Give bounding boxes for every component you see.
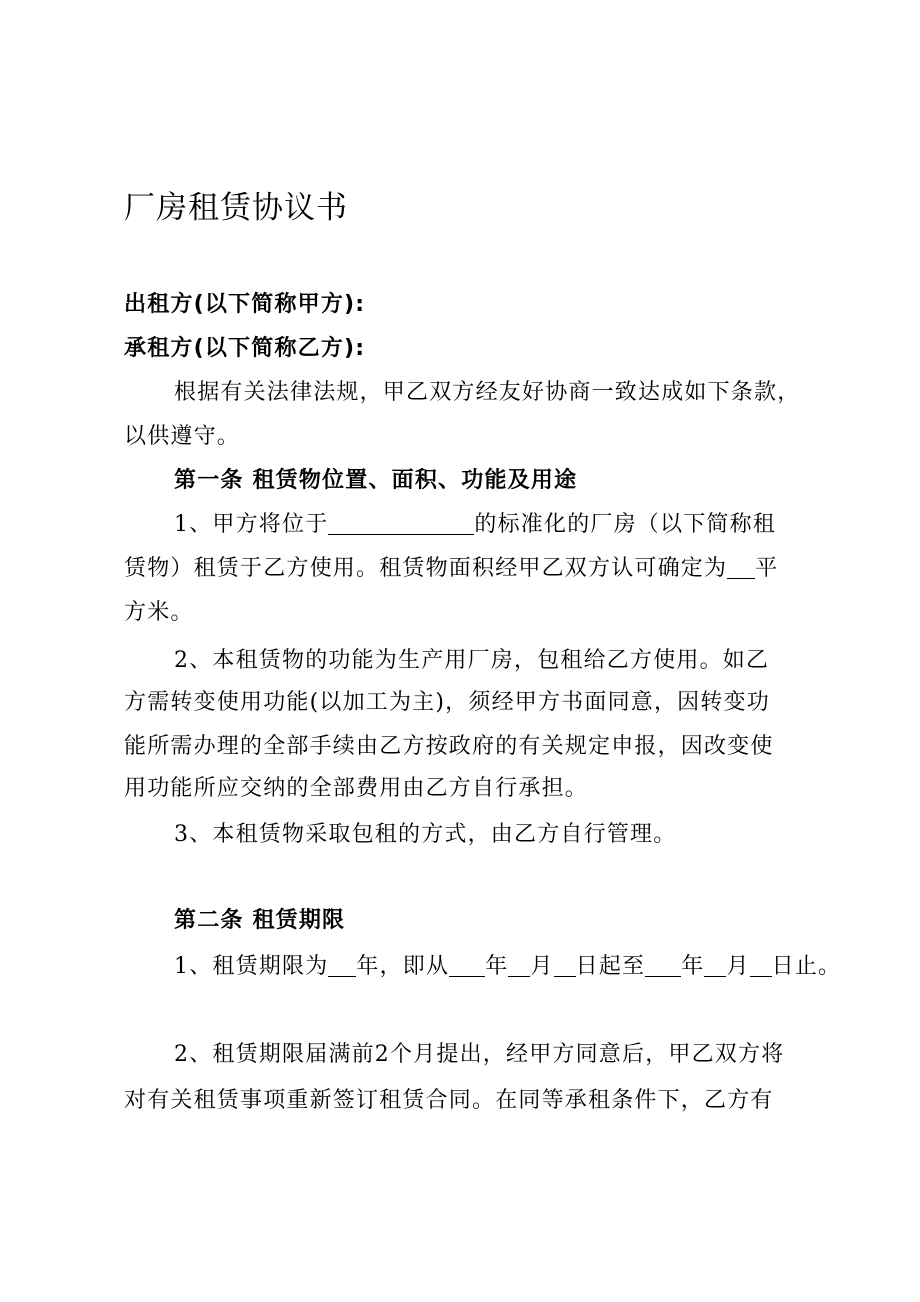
- fill-blank-start-year: [449, 954, 485, 977]
- text-segment: 年: [681, 954, 705, 979]
- fill-blank-end-year: [645, 954, 681, 977]
- document-title: 厂房租赁协议书: [124, 190, 348, 226]
- lessor-line: 出租方(以下简称甲方):: [124, 292, 366, 317]
- text-segment: 的标准化的厂房（以下简称租: [474, 512, 777, 537]
- article-2-heading: 第二条 租赁期限: [174, 908, 346, 933]
- article-1-item-2-line-4: 用功能所应交纳的全部费用由乙方自行承担。: [124, 776, 589, 801]
- text-segment: 年: [485, 954, 509, 979]
- text-segment: 年，即从: [356, 954, 450, 979]
- text-segment: 1、甲方将位于: [174, 512, 329, 537]
- fill-blank-start-day: [554, 954, 576, 977]
- text-segment: 月: [530, 954, 554, 979]
- article-2-item-2-line-1: 2、租赁期限届满前2个月提出，经甲方同意后，甲乙双方将: [174, 1042, 785, 1067]
- article-1-item-2-line-2: 方需转变使用功能(以加工为主)，须经甲方书面同意，因转变功: [124, 690, 770, 715]
- article-2-item-2-line-2: 对有关租赁事项重新签订租赁合同。在同等承租条件下，乙方有: [124, 1088, 774, 1113]
- fill-blank-start-month: [508, 954, 530, 977]
- text-segment: 日起至: [575, 954, 646, 979]
- article-1-item-2-line-3: 能所需办理的全部手续由乙方按政府的有关规定申报，因改变使: [124, 734, 774, 759]
- article-1-item-2-line-1: 2、本租赁物的功能为生产用厂房，包租给乙方使用。如乙: [174, 648, 770, 673]
- fill-blank-end-day: [750, 954, 772, 977]
- article-1-item-3: 3、本租赁物采取包租的方式，由乙方自行管理。: [174, 822, 677, 847]
- preamble-line-1: 根据有关法律法规，甲乙双方经友好协商一致达成如下条款，: [174, 380, 801, 405]
- text-segment: 日止。: [771, 954, 842, 979]
- lessee-line: 承租方(以下简称乙方):: [124, 336, 366, 361]
- preamble-line-2: 以供遵守。: [124, 424, 241, 449]
- article-2-item-1: [174, 952, 841, 982]
- article-1-item-1-line-3: 方米。: [124, 600, 194, 625]
- article-1-item-1-line-1: [174, 510, 776, 540]
- text-segment: 平: [755, 556, 779, 581]
- text-segment: 1、租赁期限为: [174, 954, 329, 979]
- article-1-heading: 第一条 租赁物位置、面积、功能及用途: [174, 468, 578, 493]
- article-1-item-1-line-2: [124, 554, 778, 584]
- fill-blank-area: [727, 556, 755, 579]
- text-segment: 赁物）租赁于乙方使用。租赁物面积经甲乙双方认可确定为: [124, 556, 728, 581]
- fill-blank-term-years: [328, 954, 356, 977]
- text-segment: 月: [726, 954, 750, 979]
- fill-blank-location: [328, 512, 474, 535]
- fill-blank-end-month: [704, 954, 726, 977]
